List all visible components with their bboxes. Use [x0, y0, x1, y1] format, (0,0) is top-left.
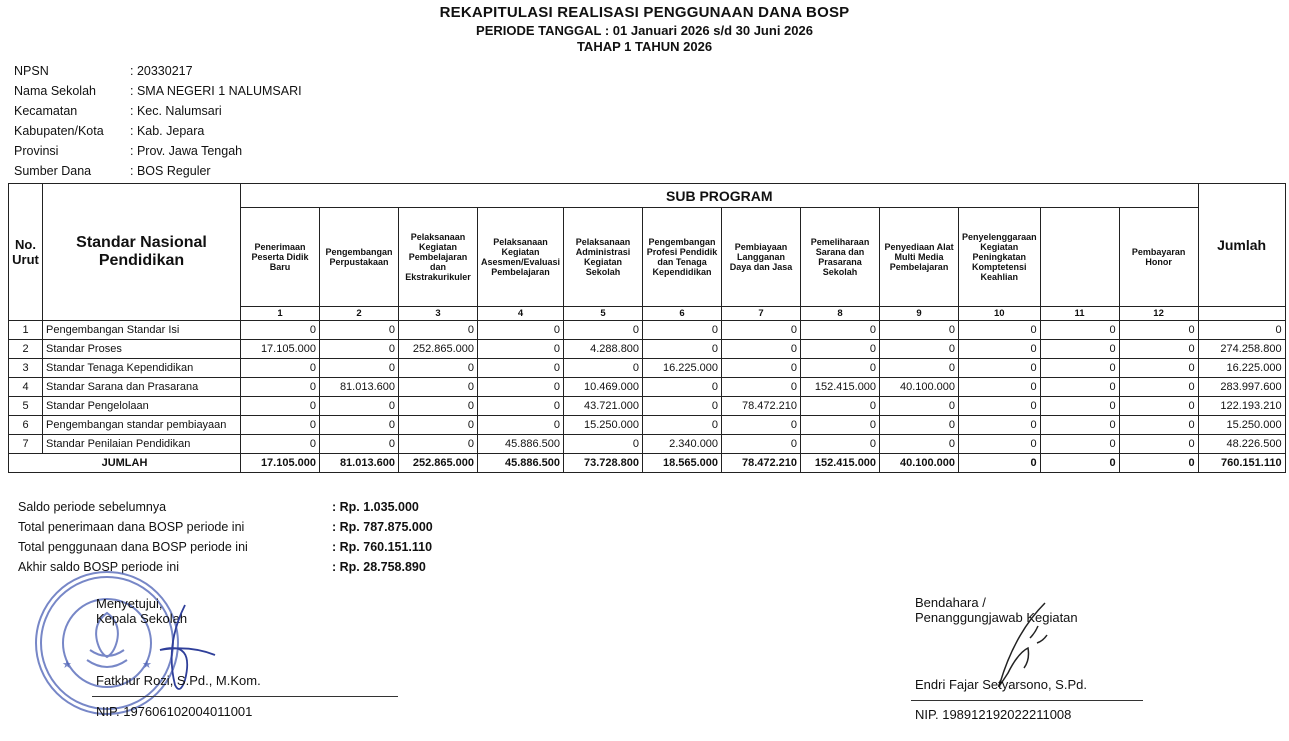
cell-value: 0 — [399, 435, 478, 454]
column-number: 3 — [399, 307, 478, 321]
column-number: 4 — [478, 307, 564, 321]
cell-value: 0 — [643, 321, 722, 340]
table-row — [9, 321, 1286, 340]
jumlah-header: Jumlah — [1198, 184, 1285, 307]
row-number: 4 — [9, 378, 43, 397]
row-number: 2 — [9, 340, 43, 359]
cell-value: 0 — [1119, 359, 1198, 378]
total-cell: 73.728.800 — [564, 454, 643, 473]
column-number: 2 — [320, 307, 399, 321]
cell-value: 0 — [564, 321, 643, 340]
saldo-value: : Rp. 787.875.000 — [332, 520, 433, 534]
column-header: Pemeliharaan Sarana dan Prasarana Sekolah — [801, 208, 880, 307]
cell-value: 0 — [564, 359, 643, 378]
saldo-label: Total penggunaan dana BOSP periode ini — [18, 540, 248, 554]
info-label: Kecamatan — [14, 104, 78, 118]
table-row — [9, 416, 1286, 435]
cell-value: 0 — [959, 416, 1041, 435]
row-number: 1 — [9, 321, 43, 340]
info-value: : Prov. Jawa Tengah — [130, 144, 243, 158]
column-header: Pengembangan Perpustakaan — [320, 208, 399, 307]
total-row — [9, 454, 1286, 473]
info-row-fund-source — [14, 164, 302, 184]
saldo-row — [18, 500, 433, 520]
info-label: Provinsi — [14, 144, 59, 158]
cell-value: 252.865.000 — [399, 340, 478, 359]
column-number: 1 — [241, 307, 320, 321]
info-value: : Kab. Jepara — [130, 124, 205, 138]
column-header: Pelaksanaan Kegiatan Pembelajaran dan Ekstrakurikuler — [399, 208, 478, 307]
cell-value: 0 — [880, 435, 959, 454]
cell-value: 0 — [1119, 416, 1198, 435]
total-cell: 0 — [1119, 454, 1198, 473]
cell-value: 0 — [880, 416, 959, 435]
table-row — [9, 340, 1286, 359]
info-row-regency — [14, 124, 302, 144]
row-total: 122.193.210 — [1198, 397, 1285, 416]
sub-program-header: SUB PROGRAM — [241, 184, 1199, 208]
saldo-label: Akhir saldo BOSP periode ini — [18, 560, 179, 574]
cell-value: 0 — [241, 397, 320, 416]
cell-value: 0 — [241, 435, 320, 454]
column-header: Penyediaan Alat Multi Media Pembelajaran — [880, 208, 959, 307]
table-row — [9, 359, 1286, 378]
row-standard-name: Standar Penilaian Pendidikan — [43, 435, 241, 454]
total-label: JUMLAH — [9, 454, 241, 473]
school-info — [14, 64, 302, 184]
total-cell: 40.100.000 — [880, 454, 959, 473]
cell-value: 0 — [478, 378, 564, 397]
cell-value: 0 — [722, 340, 801, 359]
cell-value: 4.288.800 — [564, 340, 643, 359]
info-value: : 20330217 — [130, 64, 193, 78]
saldo-row — [18, 520, 433, 540]
total-cell: 78.472.210 — [722, 454, 801, 473]
cell-value: 0 — [241, 359, 320, 378]
cell-value: 0 — [880, 340, 959, 359]
row-number: 3 — [9, 359, 43, 378]
cell-value: 0 — [564, 435, 643, 454]
approval-label: Menyetujui, — [96, 596, 163, 611]
cell-value: 0 — [801, 416, 880, 435]
cell-value: 0 — [320, 416, 399, 435]
row-standard-name: Standar Proses — [43, 340, 241, 359]
svg-text:★: ★ — [62, 659, 72, 671]
cell-value: 10.469.000 — [564, 378, 643, 397]
saldo-value: : Rp. 760.151.110 — [332, 540, 433, 554]
cell-value: 0 — [1040, 321, 1119, 340]
column-header: Pembiayaan Langganan Daya dan Jasa — [722, 208, 801, 307]
principal-signature-line — [92, 696, 398, 697]
cell-value: 0 — [801, 397, 880, 416]
cell-value: 0 — [801, 321, 880, 340]
cell-value: 0 — [643, 378, 722, 397]
realization-table — [8, 183, 1286, 473]
cell-value: 0 — [643, 416, 722, 435]
treasurer-label: Bendahara / — [915, 595, 986, 610]
treasurer-title: Penanggungjawab Kegiatan — [915, 610, 1078, 625]
row-standard-name: Standar Tenaga Kependidikan — [43, 359, 241, 378]
total-cell: 17.105.000 — [241, 454, 320, 473]
cell-value: 15.250.000 — [564, 416, 643, 435]
column-number: 11 — [1040, 307, 1119, 321]
row-number: 6 — [9, 416, 43, 435]
cell-value: 0 — [320, 435, 399, 454]
cell-value: 0 — [241, 321, 320, 340]
svg-text:★: ★ — [142, 659, 152, 671]
cell-value: 40.100.000 — [880, 378, 959, 397]
treasurer-nip: NIP. 198912192022211008 — [915, 707, 1072, 722]
cell-value: 0 — [478, 397, 564, 416]
cell-value: 16.225.000 — [643, 359, 722, 378]
cell-value: 0 — [1040, 378, 1119, 397]
cell-value: 17.105.000 — [241, 340, 320, 359]
cell-value: 0 — [959, 435, 1041, 454]
cell-value: 0 — [1040, 416, 1119, 435]
cell-value: 0 — [722, 435, 801, 454]
report-title: REKAPITULASI REALISASI PENGGUNAAN DANA BOSP — [439, 4, 850, 21]
cell-value: 0 — [959, 397, 1041, 416]
total-cell: 152.415.000 — [801, 454, 880, 473]
cell-value: 0 — [959, 378, 1041, 397]
cell-value: 81.013.600 — [320, 378, 399, 397]
row-total: 15.250.000 — [1198, 416, 1285, 435]
cell-value: 0 — [643, 397, 722, 416]
row-number: 5 — [9, 397, 43, 416]
column-number: 7 — [722, 307, 801, 321]
table-body — [9, 321, 1286, 473]
row-standard-name: Standar Sarana dan Prasarana — [43, 378, 241, 397]
cell-value: 0 — [399, 416, 478, 435]
cell-value: 0 — [1040, 340, 1119, 359]
cell-value: 152.415.000 — [801, 378, 880, 397]
treasurer-name: Endri Fajar Setyarsono, S.Pd. — [915, 677, 1087, 692]
column-number: 10 — [959, 307, 1041, 321]
cell-value: 0 — [1040, 397, 1119, 416]
cell-value: 45.886.500 — [478, 435, 564, 454]
column-header: Pelaksanaan Administrasi Kegiatan Sekolah — [564, 208, 643, 307]
row-total: 48.226.500 — [1198, 435, 1285, 454]
cell-value: 0 — [722, 378, 801, 397]
info-value: : Kec. Nalumsari — [130, 104, 222, 118]
column-number-blank — [1198, 307, 1285, 321]
total-cell: 18.565.000 — [643, 454, 722, 473]
saldo-row — [18, 540, 433, 560]
cell-value: 0 — [478, 359, 564, 378]
cell-value: 0 — [478, 416, 564, 435]
cell-value: 0 — [1119, 435, 1198, 454]
row-number: 7 — [9, 435, 43, 454]
table-row — [9, 378, 1286, 397]
total-cell: 0 — [959, 454, 1041, 473]
report-stage: TAHAP 1 TAHUN 2026 — [576, 39, 713, 54]
row-standard-name: Pengembangan standar pembiayaan — [43, 416, 241, 435]
info-row-province — [14, 144, 302, 164]
column-header — [1040, 208, 1119, 307]
treasurer-signature-line — [911, 700, 1143, 701]
cell-value: 0 — [399, 321, 478, 340]
row-standard-name: Standar Pengelolaan — [43, 397, 241, 416]
cell-value: 0 — [399, 378, 478, 397]
cell-value: 0 — [722, 321, 801, 340]
column-header: Penerimaan Peserta Didik Baru — [241, 208, 320, 307]
standard-header: Standar Nasional Pendidikan — [43, 184, 241, 321]
table-row — [9, 397, 1286, 416]
total-cell: 252.865.000 — [399, 454, 478, 473]
cell-value: 0 — [320, 340, 399, 359]
grand-total: 760.151.110 — [1198, 454, 1285, 473]
cell-value: 0 — [1040, 359, 1119, 378]
cell-value: 0 — [643, 340, 722, 359]
cell-value: 0 — [320, 321, 399, 340]
column-number: 5 — [564, 307, 643, 321]
cell-value: 43.721.000 — [564, 397, 643, 416]
info-label: Sumber Dana — [14, 164, 92, 178]
principal-title: Kepala Sekolah — [96, 611, 188, 626]
total-cell: 81.013.600 — [320, 454, 399, 473]
cell-value: 0 — [1040, 435, 1119, 454]
cell-value: 0 — [320, 397, 399, 416]
cell-value: 0 — [478, 321, 564, 340]
principal-name: Fatkhur Rozi, S.Pd., M.Kom. — [96, 673, 261, 688]
cell-value: 0 — [1119, 321, 1198, 340]
column-header: Pengembangan Profesi Pendidik dan Tenaga Kependidikan — [643, 208, 722, 307]
info-label: Kabupaten/Kota — [14, 124, 104, 138]
column-number: 12 — [1119, 307, 1198, 321]
cell-value: 0 — [241, 378, 320, 397]
cell-value: 0 — [399, 359, 478, 378]
column-header: Pelaksanaan Kegiatan Asesmen/Evaluasi Pembelajaran — [478, 208, 564, 307]
cell-value: 0 — [1119, 378, 1198, 397]
report-period: PERIODE TANGGAL : 01 Januari 2026 s/d 30 Juni 2026 — [476, 23, 813, 38]
column-number: 6 — [643, 307, 722, 321]
row-standard-name: Pengembangan Standar Isi — [43, 321, 241, 340]
cell-value: 0 — [801, 435, 880, 454]
cell-value: 0 — [1119, 397, 1198, 416]
cell-value: 0 — [722, 416, 801, 435]
cell-value: 0 — [722, 359, 801, 378]
saldo-value: : Rp. 1.035.000 — [332, 500, 419, 514]
cell-value: 0 — [320, 359, 399, 378]
row-total: 16.225.000 — [1198, 359, 1285, 378]
cell-value: 0 — [880, 321, 959, 340]
info-row-school-name — [14, 84, 302, 104]
info-label: Nama Sekolah — [14, 84, 96, 98]
row-total: 283.997.600 — [1198, 378, 1285, 397]
cell-value: 0 — [959, 340, 1041, 359]
row-total: 274.258.800 — [1198, 340, 1285, 359]
saldo-label: Total penerimaan dana BOSP periode ini — [18, 520, 245, 534]
row-total: 0 — [1198, 321, 1285, 340]
cell-value: 0 — [959, 321, 1041, 340]
cell-value: 0 — [1119, 340, 1198, 359]
info-label: NPSN — [14, 64, 49, 78]
cell-value: 0 — [801, 359, 880, 378]
saldo-label: Saldo periode sebelumnya — [18, 500, 167, 514]
cell-value: 0 — [478, 340, 564, 359]
cell-value: 2.340.000 — [643, 435, 722, 454]
saldo-value: : Rp. 28.758.890 — [332, 560, 426, 574]
cell-value: 78.472.210 — [722, 397, 801, 416]
column-number: 8 — [801, 307, 880, 321]
info-row-npsn — [14, 64, 302, 84]
cell-value: 0 — [880, 359, 959, 378]
no-header: No. Urut — [9, 184, 43, 321]
info-value: : BOS Reguler — [130, 164, 211, 178]
total-cell: 45.886.500 — [478, 454, 564, 473]
column-header: Pembayaran Honor — [1119, 208, 1198, 307]
info-value: : SMA NEGERI 1 NALUMSARI — [130, 84, 302, 98]
total-cell: 0 — [1040, 454, 1119, 473]
table-row — [9, 435, 1286, 454]
principal-nip: NIP. 197606102004011001 — [96, 704, 253, 719]
cell-value: 0 — [801, 340, 880, 359]
cell-value: 0 — [399, 397, 478, 416]
column-header: Penyelenggaraan Kegiatan Peningkatan Komptetensi Keahlian — [959, 208, 1041, 307]
info-row-district — [14, 104, 302, 124]
cell-value: 0 — [241, 416, 320, 435]
cell-value: 0 — [880, 397, 959, 416]
column-number: 9 — [880, 307, 959, 321]
cell-value: 0 — [959, 359, 1041, 378]
